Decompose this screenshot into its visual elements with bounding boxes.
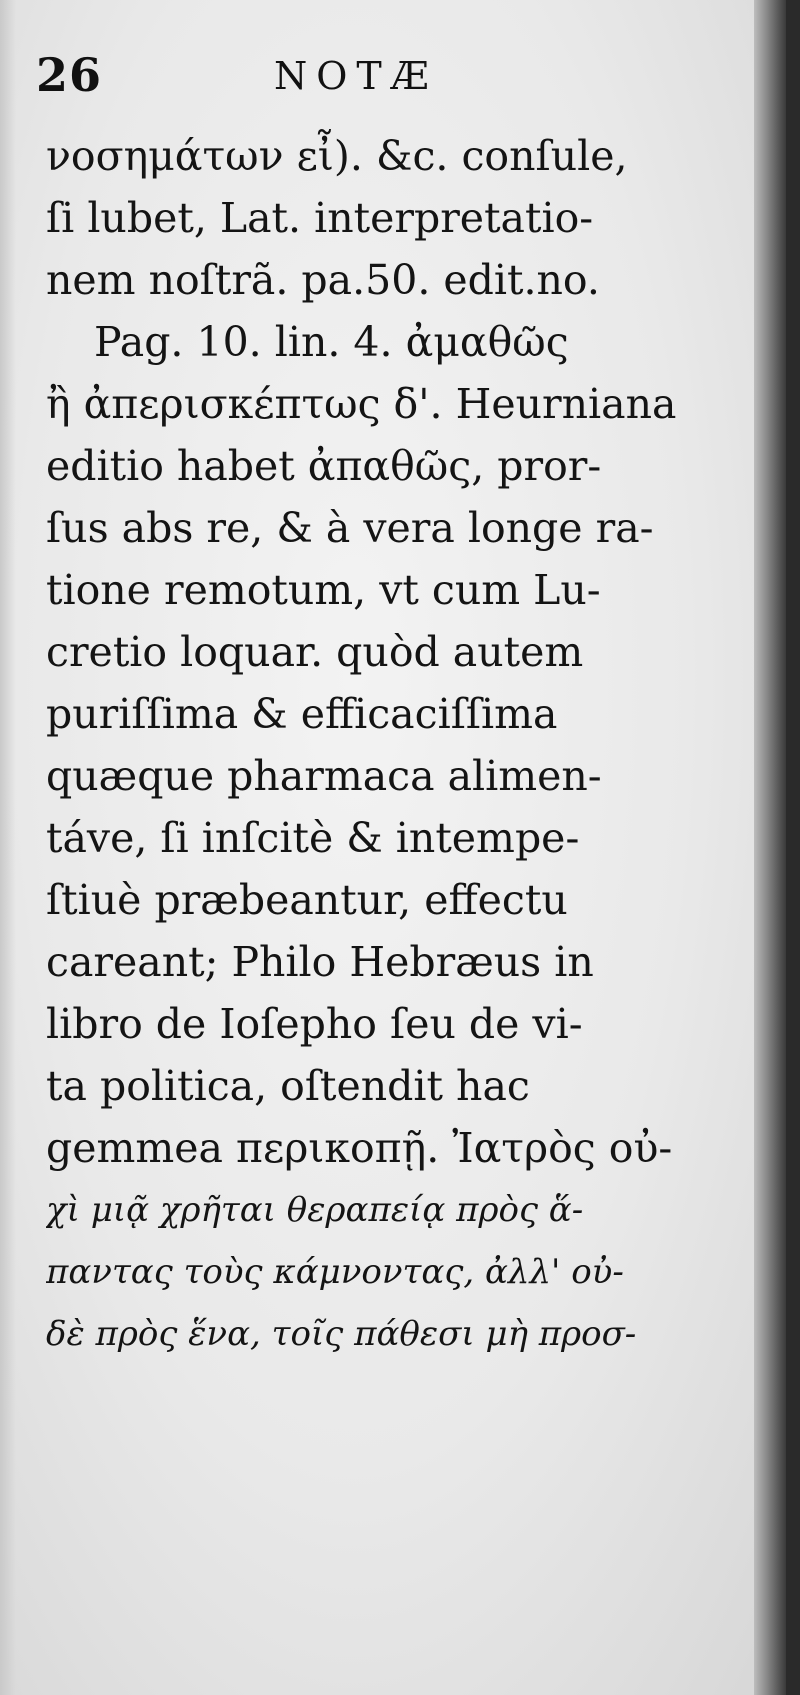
text-line: νοσημάτων εἶ). &c. conſule, [46, 132, 628, 180]
text-line: ſtiuè præbeantur, effectu [46, 876, 568, 924]
page-number: 26 [36, 48, 103, 102]
text-line: libro de Ioſepho ſeu de vi- [46, 1000, 583, 1048]
greek-text-line: παντας τοὺς κάμνοντας, ἀλλ' οὐ- [46, 1252, 624, 1292]
text-line: Pag. 10. lin. 4. ἀμαθῶς [94, 318, 569, 366]
book-spine-shadow [754, 0, 786, 1695]
text-line: editio habet ἀπαθῶς, pror- [46, 442, 602, 490]
text-line: gemmea περικοπῇ. Ἰατρὸς οὐ- [46, 1124, 673, 1172]
greek-text-line: χὶ μιᾷ χρῆται θεραπείᾳ πρὸς ἅ- [46, 1190, 584, 1230]
text-line: quæque pharmaca alimen- [46, 752, 602, 800]
text-line: ἢ ἀπερισκέπτως δ'. Heurniana [46, 380, 677, 428]
text-line: cretio loquar. quòd autem [46, 628, 584, 676]
text-line: ta politica, oſtendit hac [46, 1062, 530, 1110]
text-line: tione remotum, vt cum Lu- [46, 566, 601, 614]
text-line: ſi lubet, Lat. interpretatio- [46, 194, 594, 242]
running-head: NOTÆ [274, 54, 438, 98]
greek-text-line: δὲ πρὸς ἕνα, τοῖς πάθεσι μὴ προσ- [46, 1314, 637, 1354]
text-line: careant; Philo Hebræus in [46, 938, 594, 986]
text-line: puriſſima & efficaciſſima [46, 690, 558, 738]
text-line: nem noſtrã. pa.50. edit.no. [46, 256, 600, 304]
page-header [36, 48, 736, 108]
text-line: táve, ſi inſcitè & intempe- [46, 814, 580, 862]
page-edge-shadow [0, 0, 16, 1695]
text-line: ſus abs re, & à vera longe ra- [46, 504, 654, 552]
